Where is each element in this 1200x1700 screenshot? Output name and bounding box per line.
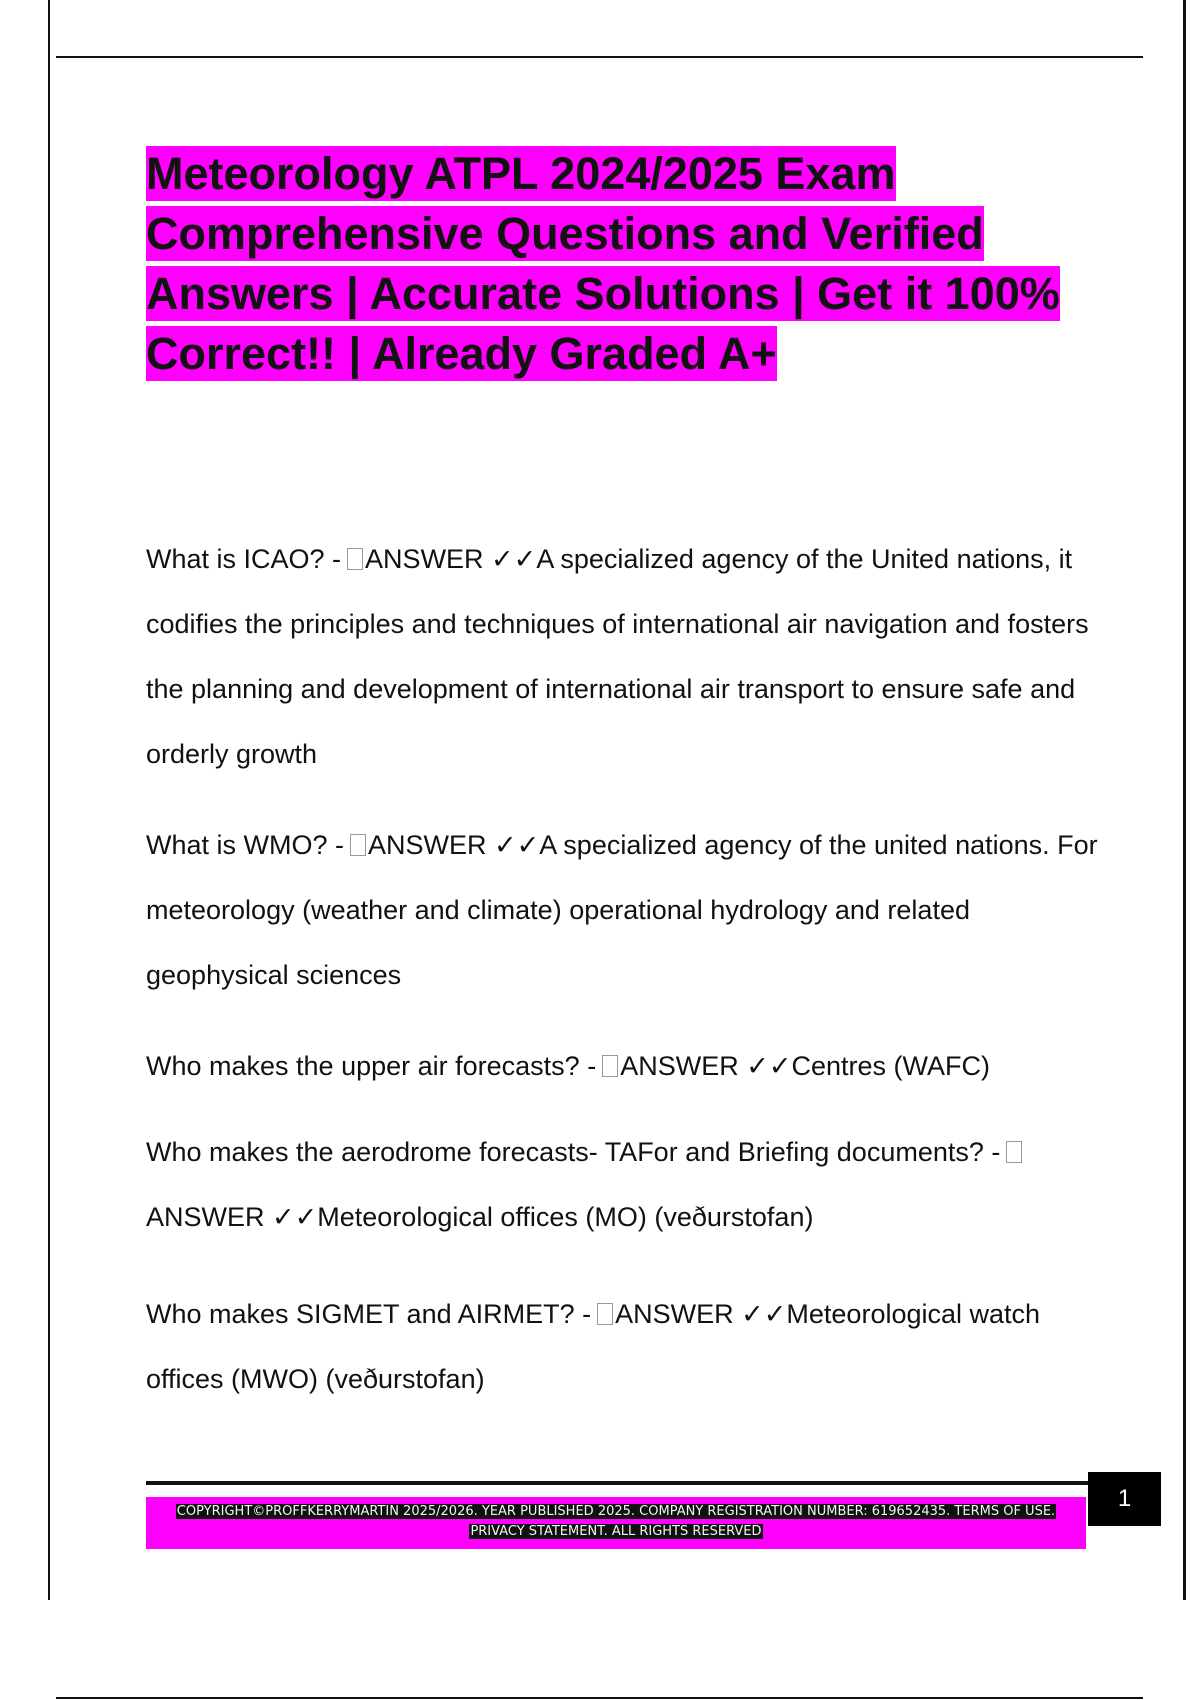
missing-glyph-icon [1006,1141,1022,1163]
qa-item [146,1120,1106,1250]
footer-rule [146,1481,1088,1485]
answer-text: A specialized agency of the United nations, it codifies the principles and techniques of international air navigation and fosters the planning and development of international air transport to ensure safe and orderly growth [146,544,1089,769]
question-text: What is ICAO? - [146,544,342,574]
question-text: Who makes the aerodrome forecasts- TAFor and Briefing documents? - [146,1137,1001,1167]
document-title [146,144,1086,384]
page-border-right [1183,0,1186,1600]
missing-glyph-icon [347,548,363,570]
qa-item [146,1282,1106,1412]
answer-text: Meteorological offices (MO) (veðurstofan) [317,1202,814,1232]
copyright-footer [146,1497,1086,1549]
answer-text: A specialized agency of the united nations. For meteorology (weather and climate) operational hydrology and related geophysical sciences [146,830,1098,990]
title-highlight: Meteorology ATPL 2024/2025 Exam Comprehensive Questions and Verified Answers | Accurate Solutions | Get it 100% Correct!! | Already Graded A+ [146,148,1060,379]
answer-text: Meteorological watch offices (MWO) (veðurstofan) [146,1299,1041,1394]
missing-glyph-icon [602,1055,618,1077]
missing-glyph-icon [597,1303,613,1325]
next-page-rule [56,1697,1143,1699]
page-number-badge: 1 [1088,1472,1161,1526]
answer-prefix: ANSWER ✓✓ [146,1202,318,1232]
answer-prefix: ANSWER ✓✓ [365,544,537,574]
page-border-left [48,0,50,1600]
answer-prefix: ANSWER ✓✓ [620,1051,792,1081]
missing-glyph-icon [350,834,366,856]
answer-prefix: ANSWER ✓✓ [368,830,540,860]
qa-item [146,527,1106,787]
question-text: What is WMO? - [146,830,345,860]
answer-text: Centres (WAFC) [791,1051,990,1081]
header-rule [56,56,1143,58]
copyright-line-2: PRIVACY STATEMENT. ALL RIGHTS RESERVED [470,1524,762,1539]
copyright-line-1: COPYRIGHT©PROFFKERRYMARTIN 2025/2026. YEAR PUBLISHED 2025. COMPANY REGISTRATION NUMBER: 619652435. TERMS OF USE. [176,1504,1056,1519]
question-text: Who makes SIGMET and AIRMET? - [146,1299,592,1329]
question-text: Who makes the upper air forecasts? - [146,1051,597,1081]
qa-item [146,813,1106,1008]
qa-item [146,1034,1106,1099]
answer-prefix: ANSWER ✓✓ [615,1299,787,1329]
